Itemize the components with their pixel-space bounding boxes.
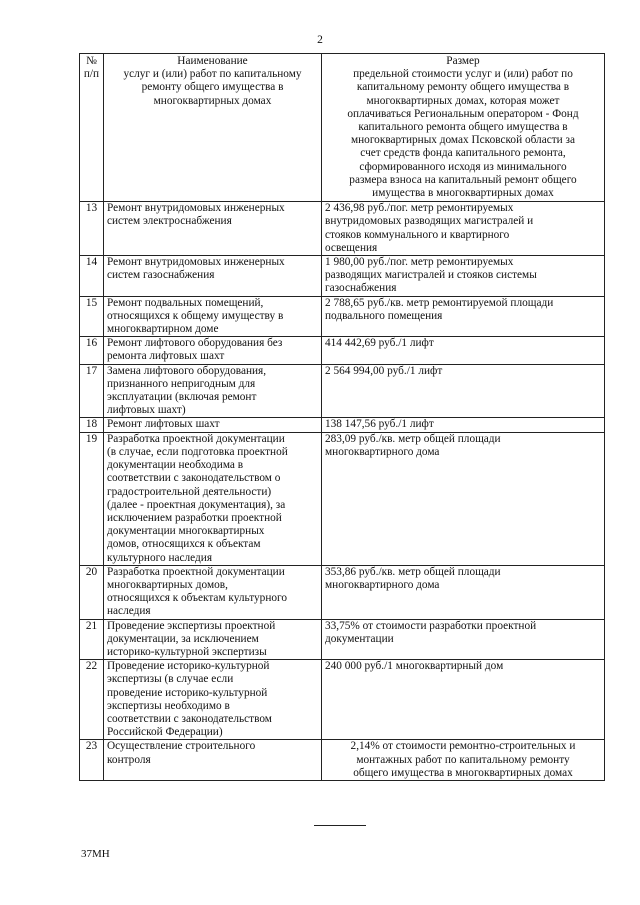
service-name-line: контроля — [107, 753, 151, 766]
cost-limit-line: подвального помещения — [325, 309, 443, 322]
header-num — [80, 54, 104, 202]
row-number: 16 — [80, 337, 104, 364]
header-size-line: капитальному ремонту общего имущества в — [356, 81, 570, 94]
service-name-line: Разработка проектной документации — [107, 565, 285, 578]
service-name-line: относящихся к общему имуществу в — [107, 309, 284, 322]
service-name-line: Российской Федерации) — [107, 726, 223, 739]
service-name-line: исключением разработки проектной — [107, 511, 282, 524]
service-name-line: эксплуатации (включая ремонт — [107, 391, 257, 404]
cost-limit-cell — [322, 418, 605, 432]
table-header-row — [80, 54, 605, 202]
page-number: 2 — [317, 34, 323, 46]
service-name-line: Ремонт лифтовых шахт — [107, 418, 220, 431]
cost-limit-line: документации — [325, 632, 394, 645]
service-name-line: (в случае, если подготовка проектной — [107, 445, 288, 458]
service-name-line: Ремонт внутридомовых инженерных — [107, 202, 285, 215]
service-name-cell — [104, 740, 322, 781]
row-number: 13 — [80, 202, 104, 256]
bottom-divider — [314, 825, 366, 826]
service-name-line: относящихся к объектам культурного — [107, 592, 288, 605]
cost-limit-line: 33,75% от стоимости разработки проектной — [325, 619, 537, 632]
row-number: 23 — [80, 740, 104, 781]
cost-limit-line: стояков коммунального и квартирного — [325, 228, 510, 241]
cost-limits-table — [79, 53, 605, 781]
header-size-line: сформированного исходя из минимального — [359, 160, 567, 173]
service-name-line: наследия — [107, 605, 151, 618]
service-name-line: лифтовых шахт) — [107, 404, 186, 417]
cost-limit-line: монтажных работ по капитальному ремонту — [356, 753, 570, 766]
service-name-line: документации, за исключением — [107, 632, 259, 645]
row-number: 20 — [80, 565, 104, 619]
service-name-cell — [104, 432, 322, 565]
cost-limit-cell — [322, 256, 605, 297]
table-row — [80, 565, 605, 619]
service-name-line: многоквартирных домов, — [107, 578, 228, 591]
service-name-line: документации необходима в — [107, 459, 244, 472]
cost-limit-cell — [322, 364, 605, 418]
header-name-line: многоквартирных домах — [153, 94, 272, 107]
header-size-line: Размер — [446, 55, 480, 67]
service-name-cell — [104, 296, 322, 337]
table-row — [80, 337, 605, 364]
service-name-cell — [104, 418, 322, 432]
service-name-line: соответствии с законодательством о — [107, 472, 281, 485]
table-row — [80, 256, 605, 297]
service-name-cell — [104, 337, 322, 364]
table-row — [80, 740, 605, 781]
header-size-line: размера взноса на капитальный ремонт общего — [349, 173, 577, 186]
row-number: 19 — [80, 432, 104, 565]
cost-limit-line: газоснабжения — [325, 282, 397, 295]
header-size-line: предельной стоимости услуг и (или) работ по — [353, 68, 573, 81]
service-name-line: Ремонт лифтового оборудования без — [107, 337, 283, 350]
header-size-line: многоквартирных домах Псковской области за — [350, 134, 576, 147]
table-row — [80, 202, 605, 256]
cost-limit-line: многоквартирного дома — [325, 578, 440, 591]
document-code: 37МН — [81, 848, 110, 860]
cost-limit-line: 2 564 994,00 руб./1 лифт — [325, 364, 443, 377]
table-row — [80, 660, 605, 740]
header-size-line: имущества в многоквартирных домах — [372, 187, 554, 200]
service-name-cell — [104, 565, 322, 619]
service-name-line: Ремонт подвальных помещений, — [107, 296, 264, 309]
row-number: 14 — [80, 256, 104, 297]
service-name-line: признанного непригодным для — [107, 377, 256, 390]
header-name-line: услуг и (или) работ по капитальному — [123, 68, 302, 81]
table-row — [80, 296, 605, 337]
service-name-line: соответствии с законодательством — [107, 712, 272, 725]
header-size-line: оплачиваться Региональным оператором - Фонд — [347, 107, 579, 120]
service-name-line: экспертизы (в случае если — [107, 673, 234, 686]
header-name-line: ремонту общего имущества в — [141, 81, 284, 94]
header-size-line: капитального ремонта общего имущества в — [358, 121, 568, 134]
cost-limit-cell — [322, 619, 605, 660]
table-row — [80, 432, 605, 565]
service-name-line: Ремонт внутридомовых инженерных — [107, 256, 285, 269]
cost-limit-line: 240 000 руб./1 многоквартирный дом — [325, 660, 504, 673]
service-name-line: систем электроснабжения — [107, 215, 232, 228]
cost-limit-line: общего имущества в многоквартирных домах — [353, 766, 573, 779]
header-size-line: многоквартирных домах, которая может — [366, 94, 560, 107]
cost-limit-cell — [322, 740, 605, 781]
table-row — [80, 619, 605, 660]
cost-limit-line: 2,14% от стоимости ремонтно-строительных и — [350, 740, 576, 753]
service-name-line: историко-культурной экспертизы — [107, 645, 267, 658]
cost-limit-cell — [322, 202, 605, 256]
cost-limit-line: 138 147,56 руб./1 лифт — [325, 418, 434, 431]
cost-limit-line: 1 980,00 руб./пог. метр ремонтируемых — [325, 256, 514, 269]
cost-limit-line: освещения — [325, 241, 378, 254]
row-number: 17 — [80, 364, 104, 418]
table-row — [80, 418, 605, 432]
cost-limit-line: 283,09 руб./кв. метр общей площади — [325, 432, 501, 445]
service-name-cell — [104, 256, 322, 297]
cost-limit-cell — [322, 337, 605, 364]
cost-limit-line: 2 788,65 руб./кв. метр ремонтируемой площади — [325, 296, 554, 309]
service-name-line: Проведение историко-культурной — [107, 660, 270, 673]
service-name-line: экспертизы необходимо в — [107, 699, 230, 712]
cost-limit-line: 414 442,69 руб./1 лифт — [325, 337, 434, 350]
cost-limit-line: внутридомовых разводящих магистралей и — [325, 215, 534, 228]
service-name-line: многоквартирном доме — [107, 323, 219, 336]
cost-limit-cell — [322, 565, 605, 619]
row-number: 18 — [80, 418, 104, 432]
table-body — [80, 202, 605, 781]
service-name-cell — [104, 619, 322, 660]
cost-limit-line: 353,86 руб./кв. метр общей площади — [325, 565, 501, 578]
service-name-line: Разработка проектной документации — [107, 432, 285, 445]
header-num-line: № — [86, 55, 97, 67]
service-name-line: систем газоснабжения — [107, 269, 215, 282]
header-num-line: п/п — [83, 68, 100, 81]
cost-limit-line: 2 436,98 руб./пог. метр ремонтируемых — [325, 202, 514, 215]
service-name-line: Осуществление строительного — [107, 740, 256, 753]
row-number: 15 — [80, 296, 104, 337]
service-name-line: проведение историко-культурной — [107, 686, 268, 699]
service-name-line: Проведение экспертизы проектной — [107, 619, 276, 632]
row-number: 22 — [80, 660, 104, 740]
service-name-line: домов, относящихся к объектам — [107, 538, 261, 551]
service-name-line: культурного наследия — [107, 551, 213, 564]
header-name-line: Наименование — [177, 55, 248, 67]
service-name-cell — [104, 660, 322, 740]
cost-limit-cell — [322, 660, 605, 740]
service-name-line: ремонта лифтовых шахт — [107, 350, 225, 363]
header-size — [322, 54, 605, 202]
service-name-cell — [104, 202, 322, 256]
header-size-line: счет средств фонда капитального ремонта, — [360, 147, 566, 160]
table-row — [80, 364, 605, 418]
service-name-line: Замена лифтового оборудования, — [107, 364, 267, 377]
cost-limit-line: разводящих магистралей и стояков системы — [325, 269, 537, 282]
service-name-cell — [104, 364, 322, 418]
service-name-line: градостроительной деятельности) — [107, 485, 272, 498]
header-name — [104, 54, 322, 202]
cost-limit-cell — [322, 432, 605, 565]
service-name-line: документации многоквартирных — [107, 525, 265, 538]
row-number: 21 — [80, 619, 104, 660]
cost-limit-line: многоквартирного дома — [325, 445, 440, 458]
service-name-line: (далее - проектная документация), за — [107, 498, 286, 511]
cost-limit-cell — [322, 296, 605, 337]
